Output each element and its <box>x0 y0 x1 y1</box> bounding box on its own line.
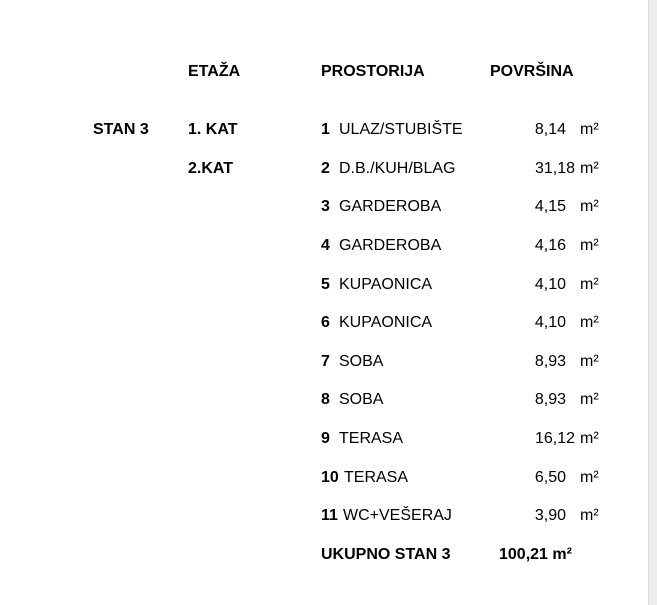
room-number: 10 <box>321 469 339 486</box>
room-area: 4,10 <box>534 314 566 331</box>
header-povrsina: POVRŠINA <box>490 63 574 80</box>
room-area-unit: m² <box>580 469 599 486</box>
room-area: 31,18 <box>534 160 575 177</box>
room-name: ULAZ/STUBIŠTE <box>339 121 463 138</box>
room-number: 11 <box>321 507 338 524</box>
room-area-unit: m² <box>580 507 599 524</box>
room-area: 4,16 <box>534 237 566 254</box>
room-area-unit: m² <box>580 121 599 138</box>
room-area: 8,93 <box>534 353 566 370</box>
room-number: 6 <box>321 314 330 331</box>
room-area-unit: m² <box>580 160 599 177</box>
room-name: KUPAONICA <box>339 314 433 331</box>
room-area-unit: m² <box>580 276 599 293</box>
floor-label-2: 2.KAT <box>188 160 234 177</box>
room-area: 8,93 <box>534 391 566 408</box>
room-name: WC+VEŠERAJ <box>343 507 452 524</box>
room-area: 4,15 <box>534 198 566 215</box>
room-number: 4 <box>321 237 330 254</box>
room-name: SOBA <box>339 391 384 408</box>
room-area-unit: m² <box>580 430 599 447</box>
room-area: 3,90 <box>534 507 566 524</box>
room-name: SOBA <box>339 353 384 370</box>
room-name: KUPAONICA <box>339 276 433 293</box>
room-area: 4,10 <box>534 276 566 293</box>
floor-label-1: 1. KAT <box>188 121 238 138</box>
room-number: 3 <box>321 198 330 215</box>
total-label: UKUPNO STAN 3 <box>321 546 451 563</box>
room-name: TERASA <box>339 430 404 447</box>
room-number: 7 <box>321 353 330 370</box>
room-name: TERASA <box>344 469 409 486</box>
room-name: GARDEROBA <box>339 198 442 215</box>
header-etaza: ETAŽA <box>188 63 241 80</box>
room-area-unit: m² <box>580 237 599 254</box>
room-number: 9 <box>321 430 330 447</box>
room-area: 8,14 <box>534 121 566 138</box>
room-area: 6,50 <box>534 469 566 486</box>
total-value: 100,21 m² <box>499 546 572 563</box>
header-prostorija: PROSTORIJA <box>321 63 425 80</box>
room-name: D.B./KUH/BLAG <box>339 160 456 177</box>
room-number: 8 <box>321 391 330 408</box>
room-number: 2 <box>321 160 330 177</box>
room-area-unit: m² <box>580 198 599 215</box>
room-name: GARDEROBA <box>339 237 442 254</box>
room-number: 1 <box>321 121 330 138</box>
room-area-unit: m² <box>580 391 599 408</box>
room-area-unit: m² <box>580 353 599 370</box>
apartment-label: STAN 3 <box>93 121 149 138</box>
room-number: 5 <box>321 276 330 293</box>
page-edge-scrollbar <box>648 0 657 605</box>
room-area-unit: m² <box>580 314 599 331</box>
room-area: 16,12 <box>534 430 575 447</box>
